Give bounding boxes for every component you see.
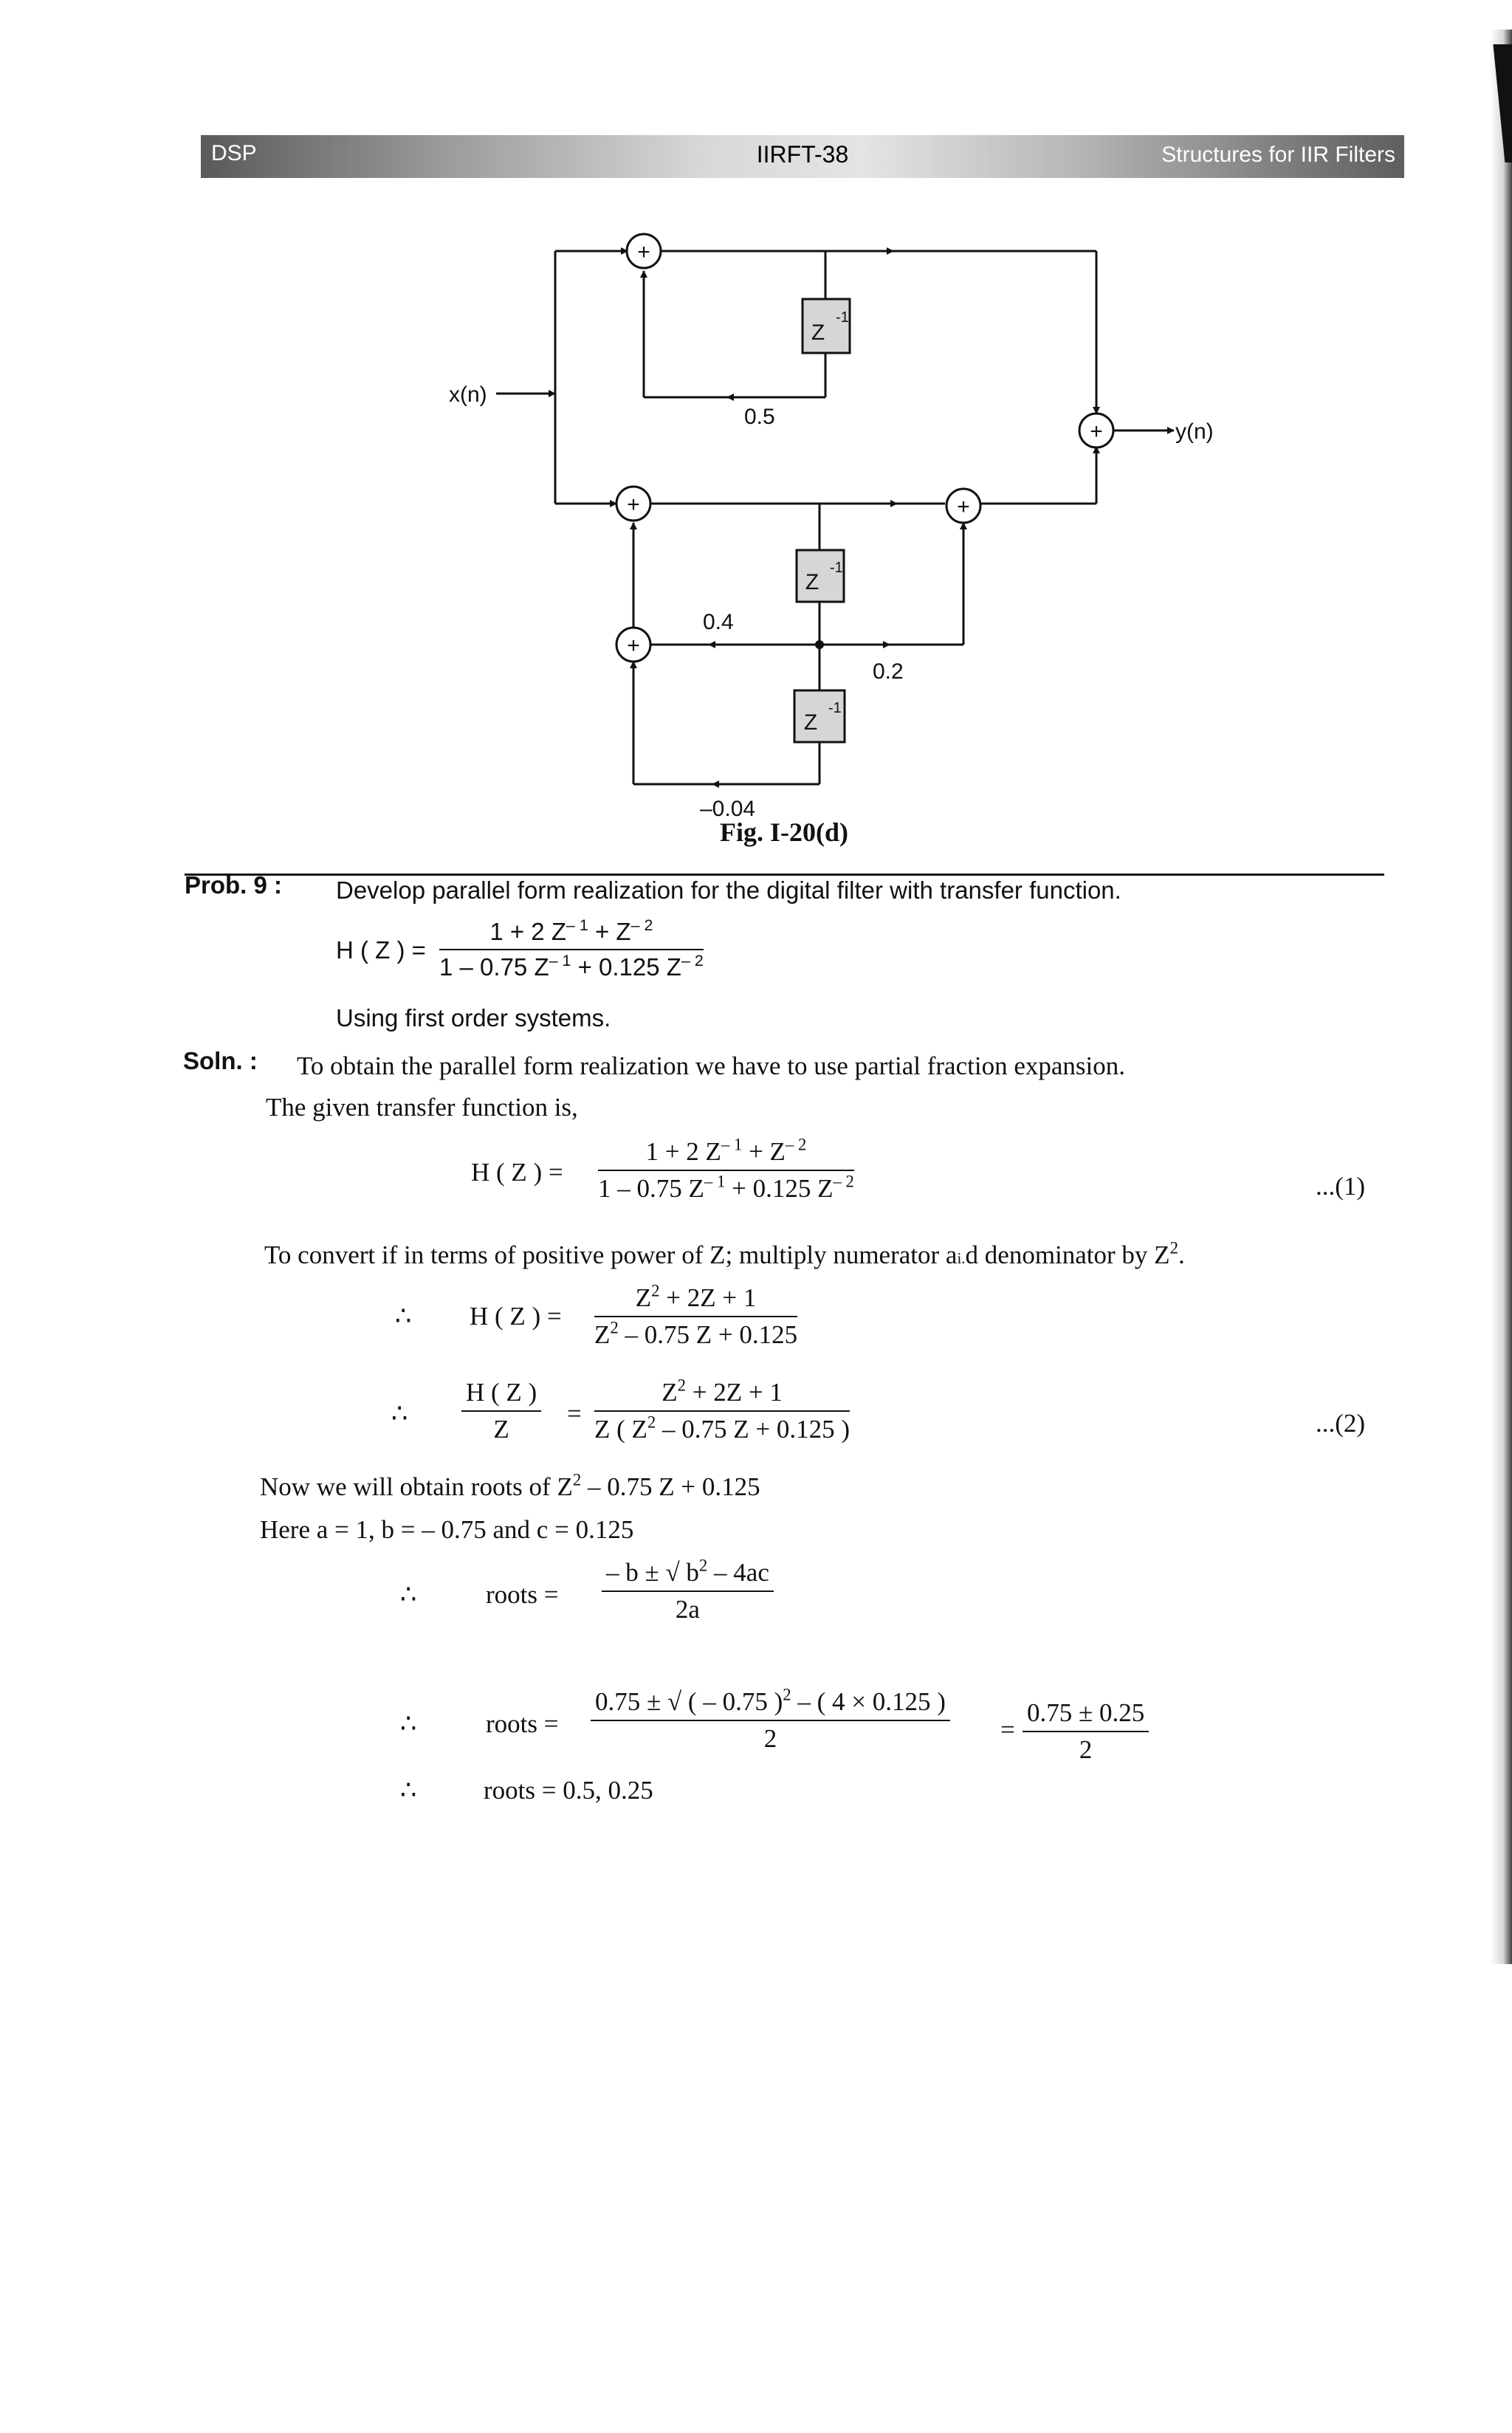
delay-block-top	[803, 299, 850, 353]
adder-bottom-right	[946, 489, 980, 523]
eq1-fraction: $\frac{1 + 2 Z^{- 1} + Z^{- 2}}{1 - 0.75 Z^{- 1} + 0.125 Z^{- 2}}$	[598, 1135, 854, 1203]
eq2-fraction: $\frac{Z^2 + 2Z + 1}{Z^2 - 0.75 Z + 0.125}$	[594, 1281, 798, 1349]
coef-neg-0.04: –0.04	[700, 797, 756, 821]
page-edge-shadow	[1490, 30, 1512, 1964]
problem-hz-fraction: $\frac{1 + 2 Z^{- 1} + Z^{- 2}}{1 - 0.75 Z^{- 1} + 0.125 Z^{- 2}}$	[439, 916, 704, 981]
coef-0.4: 0.4	[703, 610, 734, 634]
adder-bottom-left	[616, 487, 650, 521]
eq2-lhs: H ( Z ) =	[470, 1302, 562, 1331]
svg-text:-1: -1	[828, 700, 842, 716]
abc-text: Here a = 1, b = – 0.75 and c = 0.125	[260, 1515, 634, 1544]
quad-lhs: roots =	[486, 1580, 559, 1609]
eq1-tag: ...(1)	[1316, 1172, 1366, 1201]
svg-text:-1: -1	[830, 560, 843, 576]
figure-caption: Fig. I-20(d)	[720, 817, 848, 847]
therefore-5: ∴	[400, 1776, 417, 1805]
therefore-3: ∴	[400, 1580, 417, 1609]
svg-text:-1: -1	[836, 309, 849, 326]
header-right: Structures for IIR Filters	[1161, 143, 1395, 167]
therefore-4: ∴	[400, 1709, 417, 1738]
svg-text:+: +	[957, 495, 970, 519]
adder-feedback	[616, 628, 650, 662]
solution-intro: To obtain the parallel form realization we have to use partial fraction expansion.	[297, 1051, 1125, 1080]
problem-hz-lhs: H ( Z ) =	[336, 936, 426, 964]
eq3-lhs-fraction: $\frac{H ( Z )}{Z}$	[461, 1378, 541, 1444]
roots-final: roots = 0.5, 0.25	[484, 1776, 653, 1805]
input-label: x(n)	[449, 382, 487, 407]
problem-text: Develop parallel form realization for the digital filter with transfer function.	[336, 876, 1121, 904]
svg-text:Z: Z	[805, 570, 819, 594]
eq1-lhs: H ( Z ) =	[471, 1158, 563, 1187]
coef-0.5: 0.5	[744, 405, 775, 429]
calc-equals: =	[1000, 1715, 1015, 1744]
svg-text:+: +	[637, 240, 650, 264]
coef-0.2: 0.2	[873, 659, 904, 684]
block-diagram	[0, 0, 1512, 842]
solution-given: The given transfer function is,	[266, 1093, 578, 1122]
junction-dot	[815, 640, 824, 649]
svg-text:Z: Z	[811, 320, 825, 345]
therefore-1: ∴	[395, 1302, 412, 1331]
delay-block-bottom	[794, 690, 845, 742]
problem-label: Prob. 9 :	[185, 871, 283, 899]
header-left: DSP	[211, 141, 257, 165]
section-rule	[185, 874, 1384, 876]
therefore-2: ∴	[391, 1399, 408, 1428]
output-label: y(n)	[1175, 419, 1214, 444]
solution-label: Soln. :	[183, 1047, 258, 1074]
convert-text: To convert if in terms of positive power of Z; multiply numerator ai.d denominator by $Z^2$.	[264, 1238, 1185, 1269]
eq3-tag: ...(2)	[1316, 1409, 1366, 1438]
calc-lhs: roots =	[486, 1709, 559, 1738]
svg-text:+: +	[1090, 419, 1103, 444]
quad-fraction: $\frac{- b \pm √ b^2 - 4ac}{2a}$	[602, 1558, 774, 1624]
roots-text: Now we will obtain roots of $Z^2 - 0.75$ Z + 0.125	[260, 1470, 760, 1501]
svg-text:+: +	[627, 634, 640, 658]
calc2-fraction: $\frac{0.75 \pm 0.25}{2}$	[1023, 1698, 1149, 1765]
calc-fraction: $\frac{0.75 \pm √ ( - 0.75 )^2 - ( 4 \times 0.125 )}{2}$	[591, 1687, 950, 1754]
svg-text:Z: Z	[803, 710, 818, 735]
eq3-fraction: $\frac{Z^2 + 2Z + 1}{Z ( Z^2 - 0.75 Z + 0.125 )}$	[594, 1376, 850, 1444]
adder-output	[1079, 413, 1113, 447]
header-center: IIRFT-38	[756, 141, 849, 168]
svg-text:+: +	[627, 493, 640, 517]
problem-note: Using first order systems.	[336, 1004, 611, 1032]
adder-top	[627, 234, 661, 268]
eq3-equals: =	[567, 1399, 582, 1428]
delay-block-mid	[797, 550, 844, 602]
